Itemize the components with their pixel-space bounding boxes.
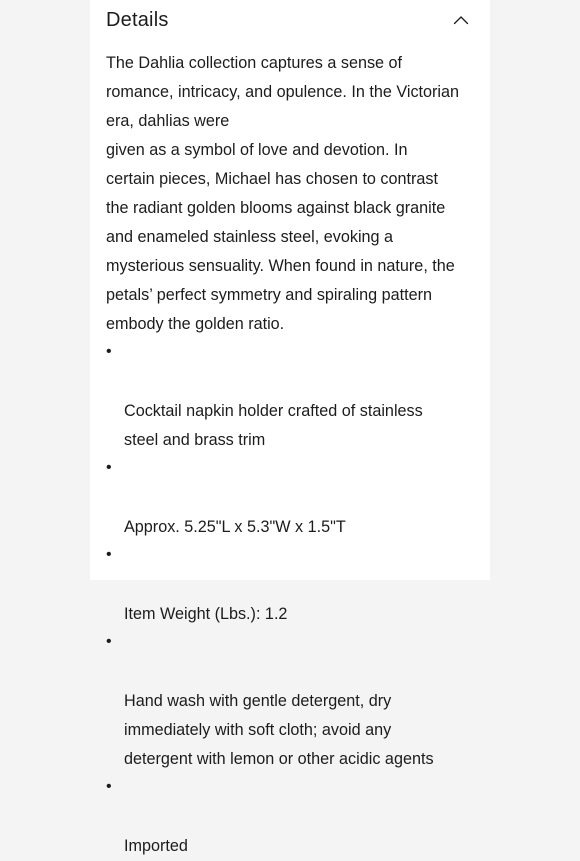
details-panel (90, 0, 490, 855)
details-title: Details (106, 8, 169, 31)
list-item (106, 629, 486, 774)
bullet-icon: • (106, 459, 112, 476)
product-description: The Dahlia collection captures a sense of romance, intricacy, and opulence. In the Victorian era, dahlias were given as a symbol of love and devotion. In certain pieces, Michael has chosen to contrast the radiant golden blooms against black granite and enameled stainless steel, evoking a mysterious sensuality. When found in nature, the petals’ perfect symmetry and spiraling pattern embody the golden ratio. (106, 54, 460, 333)
bullet-icon: • (106, 778, 112, 795)
list-item (106, 542, 486, 629)
feature-text: Imported (124, 837, 188, 855)
feature-text: Cocktail napkin holder crafted of stainless steel and brass trim (124, 402, 423, 449)
list-item (106, 455, 486, 542)
feature-text: Approx. 5.25"L x 5.3"W x 1.5"T (124, 518, 346, 536)
list-item (106, 774, 486, 861)
bullet-icon: • (106, 546, 112, 563)
chevron-up-icon[interactable] (452, 11, 470, 29)
list-item (106, 339, 486, 455)
feature-text: Item Weight (Lbs.): 1.2 (124, 605, 288, 623)
feature-text: Hand wash with gentle detergent, dry immediately with soft cloth; avoid any detergent with lemon or other acidic agents (124, 692, 434, 768)
bullet-icon: • (106, 633, 112, 650)
feature-list (106, 339, 486, 861)
details-accordion-header[interactable] (106, 0, 476, 40)
details-content (106, 49, 486, 861)
bullet-icon: • (106, 343, 112, 360)
